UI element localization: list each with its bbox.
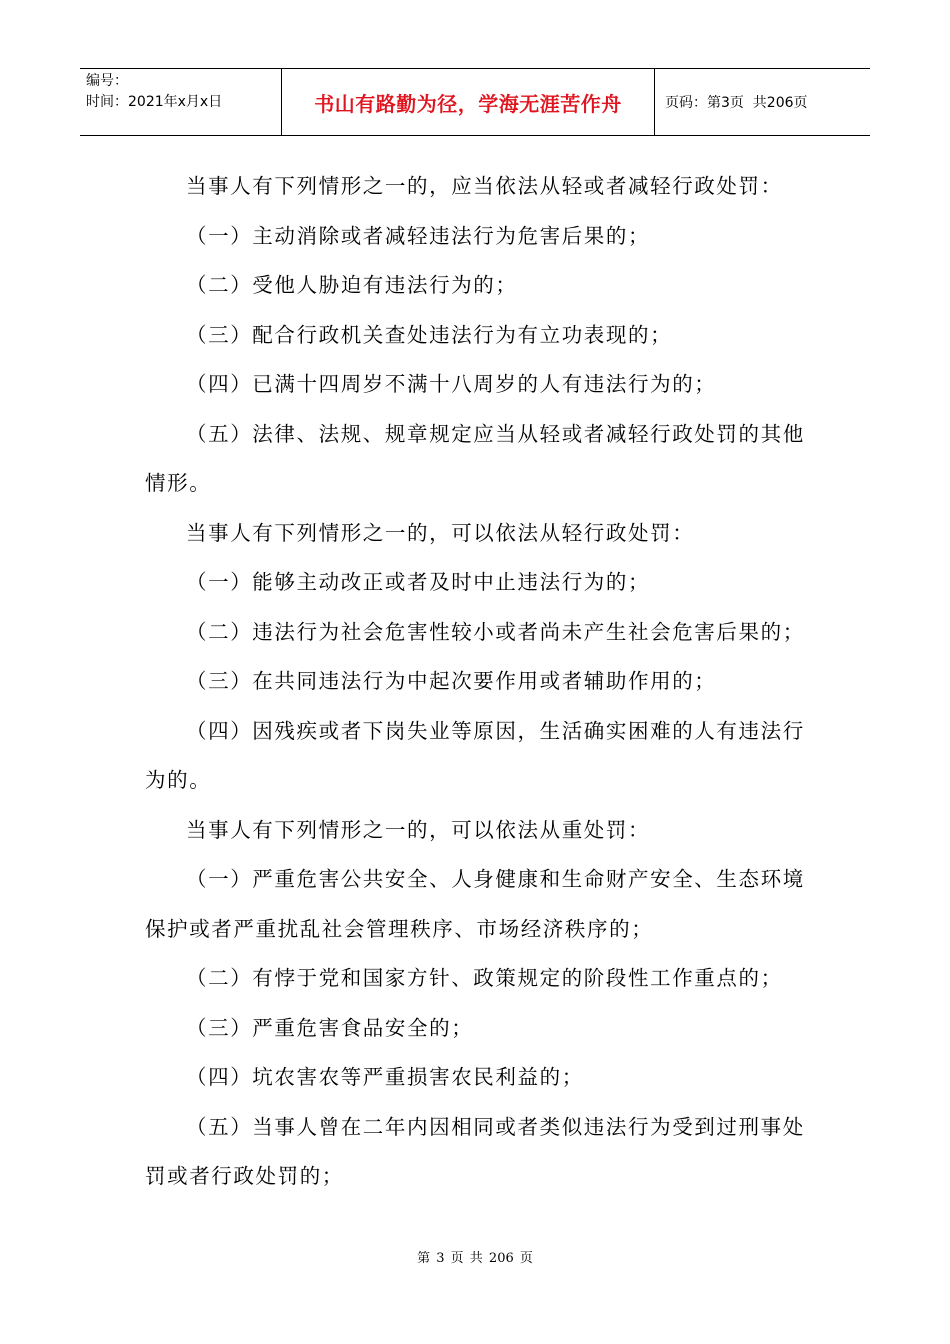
paragraph: （五）法律、法规、规章规定应当从轻或者减轻行政处罚的其他情形。 xyxy=(145,421,805,495)
paragraph: （二）受他人胁迫有违法行为的； xyxy=(186,273,518,297)
paragraph: （三）严重危害食品安全的； xyxy=(186,1015,474,1040)
header-motto: 书山有路勤为径，学海无涯苦作舟 xyxy=(282,69,655,135)
paragraph: 当事人有下列情形之一的，应当依法从轻或者减轻行政处罚： xyxy=(186,174,783,198)
paragraph: （二）违法行为社会危害性较小或者尚未产生社会危害后果的； xyxy=(186,619,805,644)
paragraph: （三）在共同违法行为中起次要作用或者辅助作用的； xyxy=(186,669,717,693)
document-number-label: 编号： xyxy=(86,73,128,89)
document-date: 时间：2021年x月x日 xyxy=(86,94,223,110)
paragraph: （四）坑农害农等严重损害农民利益的； xyxy=(186,1065,584,1089)
paragraph: 当事人有下列情形之一的，可以依法从重处罚： xyxy=(186,817,651,842)
page-footer: 第 3 页 共 206 页 xyxy=(417,1251,533,1266)
header-meta xyxy=(80,69,282,135)
paragraph: （四）因残疾或者下岗失业等原因，生活确实困难的人有违法行为的。 xyxy=(145,718,805,792)
paragraph: （五）当事人曾在二年内因相同或者类似违法行为受到过刑事处罚或者行政处罚的； xyxy=(145,1114,805,1188)
paragraph: 当事人有下列情形之一的，可以依法从轻行政处罚： xyxy=(186,520,695,545)
paragraph: （四）已满十四周岁不满十八周岁的人有违法行为的； xyxy=(186,372,717,396)
page-header xyxy=(80,68,870,136)
paragraph: （一）严重危害公共安全、人身健康和生命财产安全、生态环境保护或者严重扰乱社会管理秩序、市场经济秩序的； xyxy=(145,867,805,941)
paragraph: （三）配合行政机关查处违法行为有立功表现的； xyxy=(186,322,673,347)
document-body xyxy=(145,162,825,1202)
paragraph: （一）能够主动改正或者及时中止违法行为的； xyxy=(186,570,651,594)
paragraph: （一）主动消除或者减轻违法行为危害后果的； xyxy=(186,223,651,248)
header-page-info: 页码：第3页 共206页 xyxy=(665,95,808,111)
paragraph: （二）有悖于党和国家方针、政策规定的阶段性工作重点的； xyxy=(186,966,783,990)
